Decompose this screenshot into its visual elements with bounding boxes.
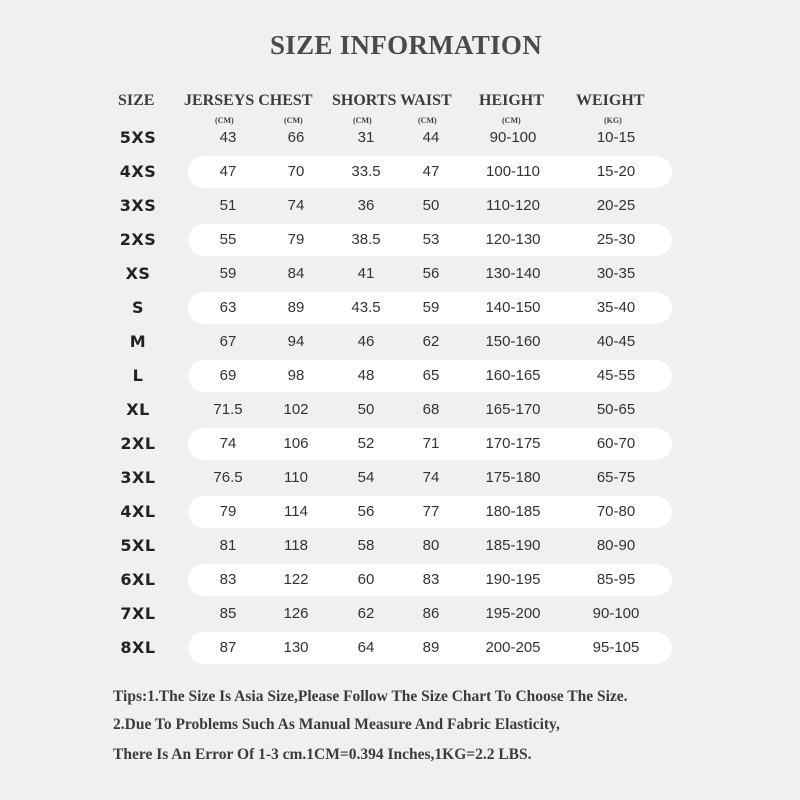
table-cell-shorts: 60: [357, 571, 375, 588]
header-size: SIZE: [118, 92, 155, 109]
table-cell-chest: 66: [287, 129, 305, 146]
table-cell-height: 165-170: [485, 401, 541, 418]
table-cell-jerseys: 71.5: [213, 401, 243, 418]
table-cell-shorts: 38.5: [351, 231, 381, 248]
size-label: 2XL: [120, 434, 156, 453]
unit-jersey: (CM): [215, 116, 234, 125]
table-cell-shorts: 54: [357, 469, 375, 486]
table-cell-weight: 30-35: [596, 265, 636, 282]
size-label: 5XL: [120, 536, 156, 555]
table-cell-jerseys: 51: [219, 197, 237, 214]
table-cell-weight: 10-15: [596, 129, 636, 146]
table-cell-chest: 79: [287, 231, 305, 248]
table-cell-waist: 83: [422, 571, 440, 588]
size-label: 7XL: [120, 604, 156, 623]
size-label: 6XL: [120, 570, 156, 589]
table-cell-jerseys: 81: [219, 537, 237, 554]
table-cell-waist: 74: [422, 469, 440, 486]
table-cell-weight: 15-20: [596, 163, 636, 180]
table-cell-chest: 84: [287, 265, 305, 282]
size-label: 8XL: [120, 638, 156, 657]
table-cell-shorts: 36: [357, 197, 375, 214]
unit-waist: (CM): [418, 116, 437, 125]
table-cell-chest: 102: [283, 401, 309, 418]
table-cell-jerseys: 83: [219, 571, 237, 588]
table-cell-weight: 65-75: [596, 469, 636, 486]
table-cell-waist: 62: [422, 333, 440, 350]
table-cell-height: 190-195: [485, 571, 541, 588]
size-label: XS: [125, 264, 151, 283]
table-cell-waist: 71: [422, 435, 440, 452]
table-cell-height: 200-205: [485, 639, 541, 656]
page-title: SIZE INFORMATION: [269, 30, 543, 60]
table-cell-waist: 56: [422, 265, 440, 282]
table-cell-chest: 70: [287, 163, 305, 180]
table-cell-height: 150-160: [485, 333, 541, 350]
table-cell-shorts: 33.5: [351, 163, 381, 180]
table-cell-shorts: 46: [357, 333, 375, 350]
table-cell-height: 90-100: [489, 129, 537, 146]
table-cell-chest: 89: [287, 299, 305, 316]
table-cell-weight: 25-30: [596, 231, 636, 248]
table-cell-height: 185-190: [485, 537, 541, 554]
table-cell-weight: 90-100: [592, 605, 640, 622]
header-weight: WEIGHT: [576, 92, 645, 109]
size-label: S: [131, 298, 145, 317]
unit-height: (CM): [502, 116, 521, 125]
tip-line-1: Tips:1.The Size Is Asia Size,Please Follow The Size Chart To Choose The Size.: [113, 688, 628, 705]
size-label: 3XL: [120, 468, 156, 487]
table-cell-weight: 95-105: [592, 639, 640, 656]
header-height: HEIGHT: [479, 92, 544, 109]
table-cell-height: 140-150: [485, 299, 541, 316]
table-cell-weight: 50-65: [596, 401, 636, 418]
table-cell-chest: 118: [284, 537, 308, 554]
table-cell-shorts: 58: [357, 537, 375, 554]
table-cell-jerseys: 76.5: [213, 469, 243, 486]
table-cell-shorts: 43.5: [351, 299, 381, 316]
table-cell-waist: 80: [422, 537, 440, 554]
table-cell-height: 160-165: [485, 367, 541, 384]
table-cell-height: 100-110: [486, 163, 540, 180]
size-label: 2XS: [119, 230, 157, 249]
table-cell-chest: 122: [283, 571, 309, 588]
table-cell-jerseys: 43: [219, 129, 237, 146]
table-cell-weight: 40-45: [596, 333, 636, 350]
table-cell-jerseys: 85: [219, 605, 237, 622]
table-cell-chest: 94: [287, 333, 305, 350]
table-cell-height: 110-120: [486, 197, 540, 214]
table-cell-waist: 59: [422, 299, 440, 316]
table-cell-weight: 35-40: [596, 299, 636, 316]
table-cell-chest: 110: [284, 469, 308, 486]
header-shorts-waist: SHORTS WAIST: [332, 92, 452, 109]
table-cell-waist: 53: [422, 231, 440, 248]
table-cell-chest: 98: [287, 367, 305, 384]
table-cell-height: 180-185: [485, 503, 541, 520]
size-label: L: [132, 366, 144, 385]
unit-chest: (CM): [284, 116, 303, 125]
table-cell-height: 120-130: [485, 231, 541, 248]
table-cell-weight: 80-90: [596, 537, 636, 554]
table-cell-shorts: 48: [357, 367, 375, 384]
table-cell-jerseys: 87: [219, 639, 237, 656]
table-cell-jerseys: 67: [219, 333, 237, 350]
table-cell-jerseys: 59: [219, 265, 237, 282]
table-cell-height: 170-175: [485, 435, 541, 452]
table-cell-weight: 45-55: [596, 367, 636, 384]
table-cell-weight: 85-95: [596, 571, 636, 588]
table-cell-chest: 106: [283, 435, 309, 452]
table-cell-height: 195-200: [485, 605, 541, 622]
table-cell-shorts: 50: [357, 401, 375, 418]
size-label: M: [129, 332, 147, 351]
table-cell-chest: 114: [284, 503, 308, 520]
table-cell-shorts: 62: [357, 605, 375, 622]
table-cell-waist: 47: [422, 163, 440, 180]
size-label: 4XL: [120, 502, 156, 521]
header-jerseys-chest: JERSEYS CHEST: [184, 92, 313, 109]
table-cell-jerseys: 47: [219, 163, 237, 180]
table-cell-jerseys: 55: [219, 231, 237, 248]
table-cell-height: 130-140: [485, 265, 541, 282]
unit-weight: (KG): [604, 116, 622, 125]
size-label: 3XS: [119, 196, 157, 215]
tip-line-3: There Is An Error Of 1-3 cm.1CM=0.394 Inches,1KG=2.2 LBS.: [113, 746, 532, 763]
table-cell-chest: 126: [283, 605, 309, 622]
table-cell-waist: 89: [422, 639, 440, 656]
table-cell-weight: 60-70: [596, 435, 636, 452]
unit-shorts: (CM): [353, 116, 372, 125]
table-cell-chest: 130: [283, 639, 309, 656]
table-cell-shorts: 41: [357, 265, 375, 282]
table-cell-jerseys: 69: [219, 367, 237, 384]
table-cell-weight: 70-80: [596, 503, 636, 520]
table-cell-jerseys: 63: [219, 299, 237, 316]
table-cell-jerseys: 74: [219, 435, 237, 452]
size-label: 4XS: [119, 162, 157, 181]
table-cell-waist: 65: [422, 367, 440, 384]
table-cell-height: 175-180: [485, 469, 541, 486]
table-cell-waist: 44: [422, 129, 440, 146]
table-cell-shorts: 31: [357, 129, 375, 146]
table-cell-weight: 20-25: [596, 197, 636, 214]
table-cell-waist: 86: [422, 605, 440, 622]
table-cell-waist: 68: [422, 401, 440, 418]
table-cell-shorts: 52: [357, 435, 375, 452]
table-cell-shorts: 56: [357, 503, 375, 520]
table-cell-jerseys: 79: [219, 503, 237, 520]
tip-line-2: 2.Due To Problems Such As Manual Measure And Fabric Elasticity,: [113, 716, 560, 733]
table-cell-waist: 77: [422, 503, 440, 520]
table-cell-shorts: 64: [357, 639, 375, 656]
size-label: 5XS: [119, 128, 157, 147]
table-cell-chest: 74: [287, 197, 305, 214]
size-label: XL: [126, 400, 150, 419]
table-cell-waist: 50: [422, 197, 440, 214]
